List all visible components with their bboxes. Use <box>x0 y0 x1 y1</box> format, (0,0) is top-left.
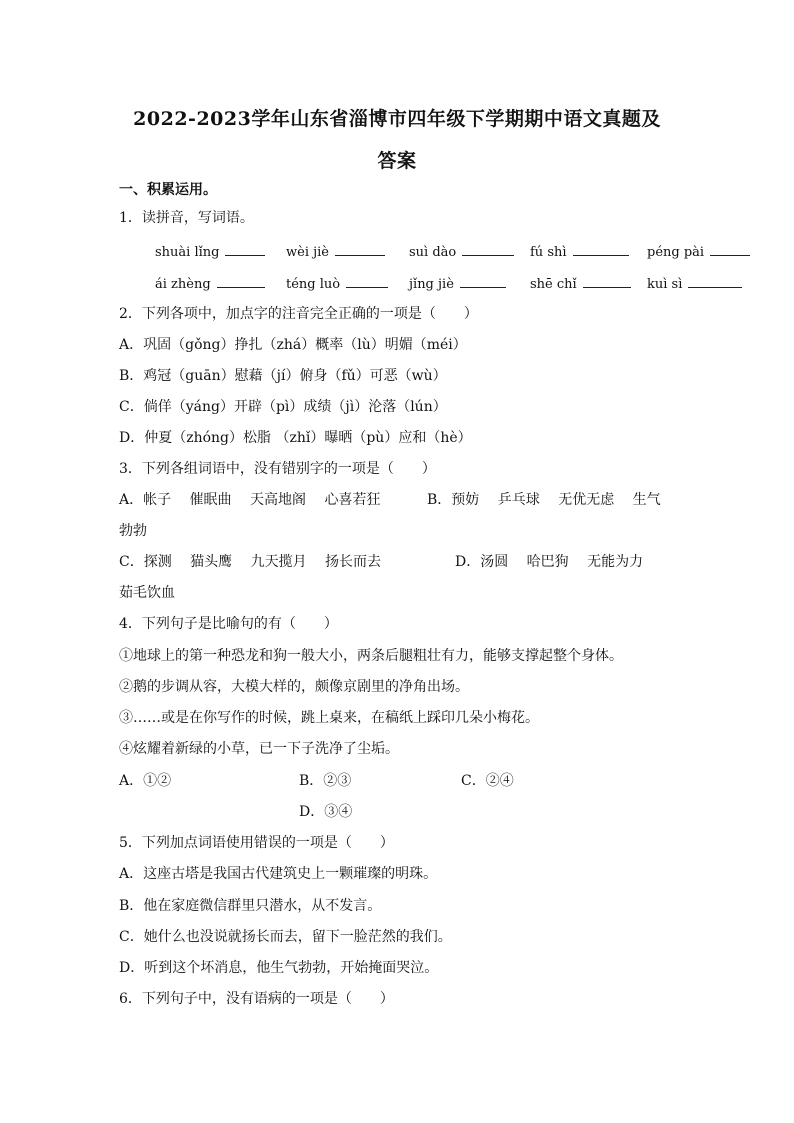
question-3-option-d: D．汤圆 哈巴狗 无能为力 <box>455 554 644 570</box>
question-4-sentence-4: ④炫耀着新绿的小草，已一下子洗净了尘垢。 <box>119 741 399 757</box>
question-4-sentence-1: ①地球上的第一种恐龙和狗一般大小，两条后腿粗壮有力，能够支撑起整个身体。 <box>119 648 623 664</box>
pinyin-item <box>409 241 514 263</box>
question-3-option-c: C．探测 猫头鹰 九天揽月 扬长而去 <box>119 554 382 570</box>
pinyin-text: jǐng jiè <box>409 277 454 292</box>
answer-blank[interactable] <box>583 273 631 288</box>
answer-blank[interactable] <box>225 241 265 256</box>
question-5-option-b: B．他在家庭微信群里只潜水，从不发言。 <box>119 898 382 914</box>
question-3-option-d-continued: 茹毛饮血 <box>119 585 175 601</box>
question-4-option-c: C．②④ <box>461 773 514 789</box>
section-heading: 一、积累运用。 <box>119 182 217 198</box>
answer-blank[interactable] <box>335 241 385 256</box>
question-1-stem: 1．读拼音，写词语。 <box>119 210 254 226</box>
pinyin-item <box>409 273 506 295</box>
question-5-stem: 5．下列加点词语使用错误的一项是（ ） <box>119 835 394 851</box>
question-6-stem: 6．下列句子中，没有语病的一项是（ ） <box>119 991 394 1007</box>
question-2-option-b: B．鸡冠（guān）慰藉（jí）俯身（fǔ）可恶（wù） <box>119 368 447 384</box>
pinyin-text: suì dào <box>409 245 457 260</box>
answer-blank[interactable] <box>460 273 506 288</box>
question-5-option-d: D．听到这个坏消息，他生气勃勃，开始掩面哭泣。 <box>119 960 439 976</box>
answer-blank[interactable] <box>346 273 388 288</box>
document-title-line2: 答案 <box>377 150 417 172</box>
question-2-option-d: D．仲夏（zhóng）松脂 （zhǐ）曝晒（pù）应和（hè） <box>119 430 472 446</box>
question-2-stem: 2．下列各项中，加点字的注音完全正确的一项是（ ） <box>119 306 478 322</box>
pinyin-item <box>155 241 265 263</box>
pinyin-text: péng pài <box>647 245 705 260</box>
question-3-option-b-continued: 勃勃 <box>119 523 147 539</box>
question-5-option-a: A．这座古塔是我国古代建筑史上一颗璀璨的明珠。 <box>119 866 438 882</box>
question-5-option-c: C．她什么也没说就扬长而去，留下一脸茫然的我们。 <box>119 929 452 945</box>
pinyin-text: wèi jiè <box>286 245 329 260</box>
document-title-line1: 2022-2023学年山东省淄博市四年级下学期期中语文真题及 <box>133 108 661 130</box>
pinyin-text: téng luò <box>286 277 341 292</box>
pinyin-text: shē chǐ <box>530 277 577 292</box>
pinyin-item <box>530 273 631 295</box>
pinyin-item <box>647 273 742 295</box>
pinyin-text: kuì sì <box>647 277 683 292</box>
answer-blank[interactable] <box>573 241 629 256</box>
pinyin-item <box>286 241 385 263</box>
pinyin-item <box>286 273 388 295</box>
pinyin-text: fú shì <box>530 245 567 260</box>
answer-blank[interactable] <box>710 241 750 256</box>
question-4-option-b: B．②③ <box>299 773 352 789</box>
pinyin-item <box>155 273 265 295</box>
pinyin-text: ái zhèng <box>155 277 211 292</box>
question-4-sentence-2: ②鹅的步调从容，大模大样的，颇像京剧里的净角出场。 <box>119 679 469 695</box>
pinyin-text: shuài lǐng <box>155 245 220 260</box>
answer-blank[interactable] <box>462 241 514 256</box>
question-3-stem: 3．下列各组词语中，没有错别字的一项是（ ） <box>119 461 436 477</box>
question-3-option-b: B．预妨 乒乓球 无优无虑 生气 <box>427 492 661 508</box>
question-2-option-a: A．巩固（gǒng）挣扎（zhá）概率（lù）明媚（méi） <box>119 337 467 353</box>
pinyin-item <box>530 241 629 263</box>
answer-blank[interactable] <box>688 273 742 288</box>
question-3-option-a: A．帐子 催眠曲 天高地阁 心喜若狂 <box>119 492 381 508</box>
pinyin-item <box>647 241 750 263</box>
question-4-option-a: A．①② <box>119 773 172 789</box>
question-4-stem: 4．下列句子是比喻句的有（ ） <box>119 616 338 632</box>
answer-blank[interactable] <box>217 273 265 288</box>
question-4-sentence-3: ③……或是在你写作的时候，跳上桌来，在稿纸上踩印几朵小梅花。 <box>119 710 539 726</box>
question-2-option-c: C．倘佯（yáng）开辟（pì）成绩（jì）沦落（lún） <box>119 399 447 415</box>
question-4-option-d: D．③④ <box>299 804 353 820</box>
